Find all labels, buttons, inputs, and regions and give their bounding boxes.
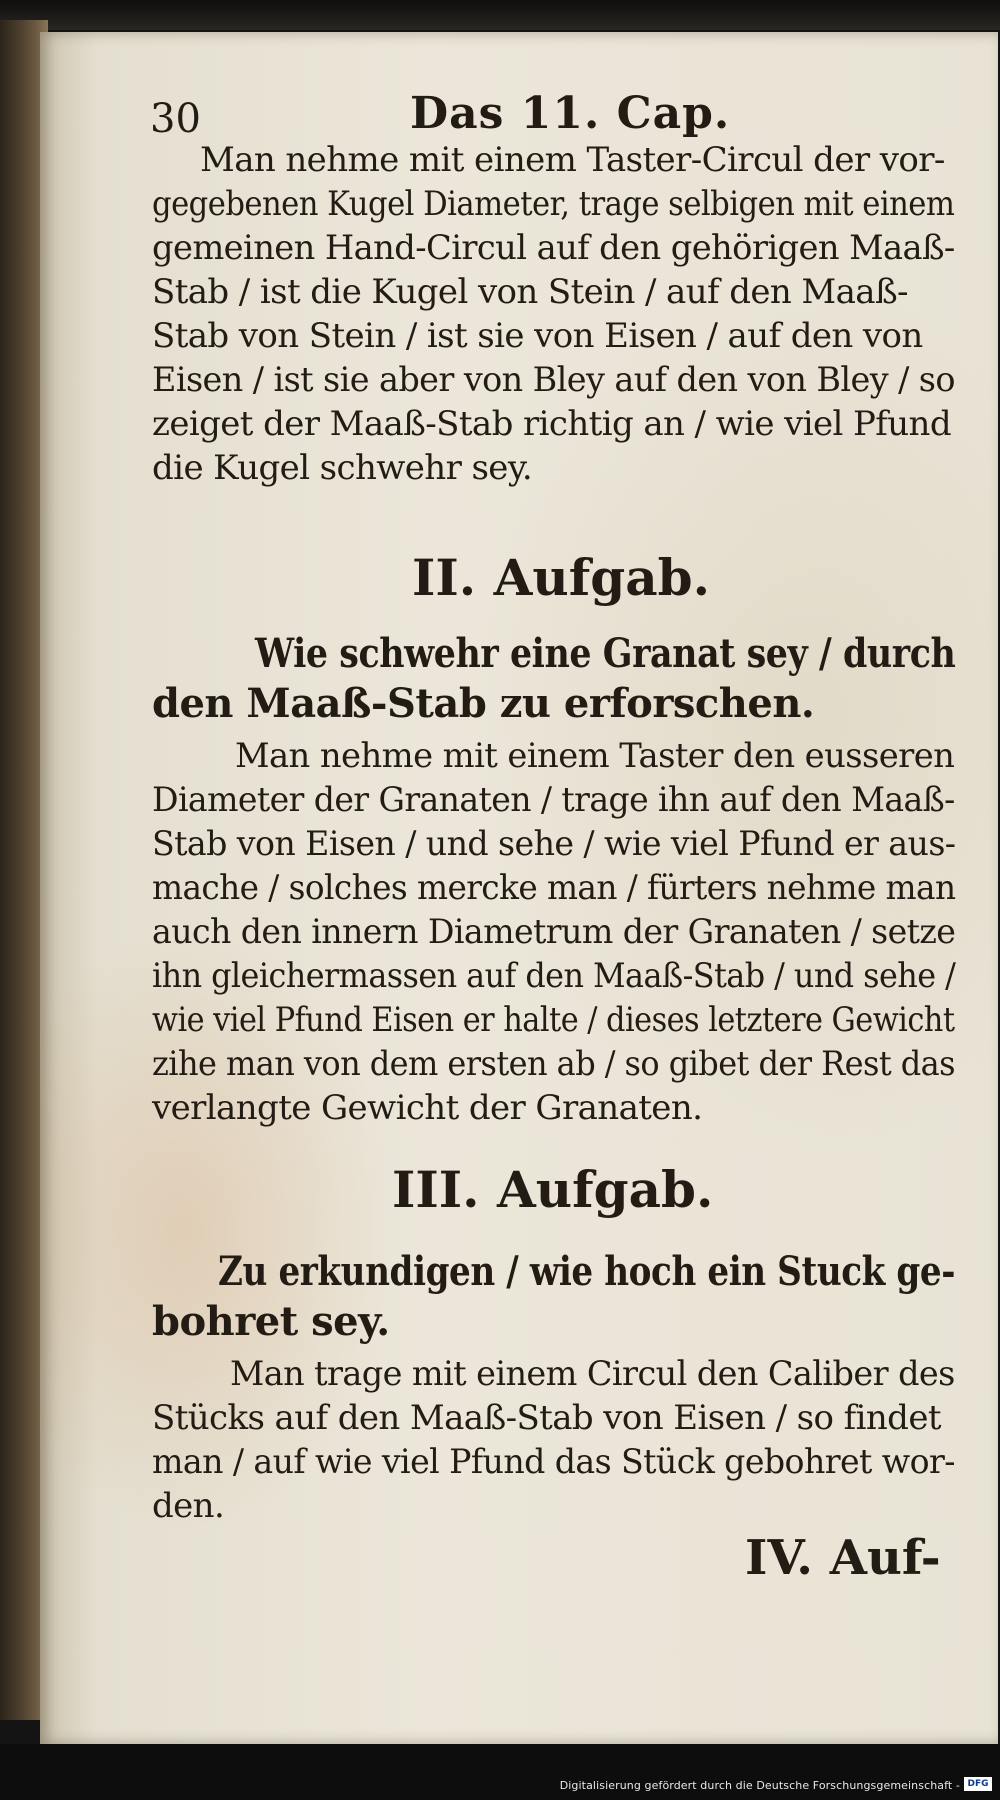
question-line: Zu erkundigen / wie hoch ein Stuck ge-: [218, 1248, 955, 1295]
page-number: 30: [150, 96, 201, 142]
text-line: zihe man von dem ersten ab / so gibet der Rest das: [152, 1044, 956, 1084]
text-line: verlangte Gewicht der Granaten.: [152, 1088, 703, 1128]
scan-top-edge: [0, 0, 1000, 30]
text-line: mache / solches mercke man / fürters nehme man: [152, 868, 956, 908]
text-line: Stücks auf den Maaß-Stab von Eisen / so findet: [152, 1398, 941, 1438]
question-line: Wie schwehr eine Granat sey / durch: [255, 630, 956, 677]
text-line: ihn gleichermassen auf den Maaß-Stab / und sehe /: [152, 956, 956, 996]
digitization-credit: Digitalisierung gefördert durch die Deutsche Forschungsgemeinschaft -: [559, 1779, 960, 1792]
section-heading: II. Aufgab.: [412, 548, 710, 607]
text-line: Man trage mit einem Circul den Caliber des: [230, 1354, 955, 1394]
text-line: man / auf wie viel Pfund das Stück gebohret wor-: [152, 1442, 955, 1482]
text-line: Stab von Eisen / und sehe / wie viel Pfund er aus-: [152, 824, 956, 864]
text-line: wie viel Pfund Eisen er halte / dieses letztere Gewicht: [152, 1000, 955, 1040]
text-line: gemeinen Hand-Circul auf den gehörigen Maaß-: [152, 228, 955, 268]
catchword: IV. Auf-: [745, 1530, 941, 1586]
text-line: Eisen / ist sie aber von Bley auf den von Bley / so: [152, 360, 955, 400]
text-line: auch den innern Diametrum der Granaten / setze: [152, 912, 956, 952]
text-line: Diameter der Granaten / trage ihn auf den Maaß-: [152, 780, 955, 820]
question-line: bohret sey.: [152, 1298, 390, 1345]
text-line: gegebenen Kugel Diameter, trage selbigen mit einem: [152, 184, 955, 224]
text-line: Stab / ist die Kugel von Stein / auf den Maaß-: [152, 272, 908, 312]
text-line: zeiget der Maaß-Stab richtig an / wie viel Pfund: [152, 404, 951, 444]
text-line: die Kugel schwehr sey.: [152, 448, 533, 488]
text-line: Man nehme mit einem Taster den eusseren: [235, 736, 955, 776]
section-heading: III. Aufgab.: [392, 1160, 714, 1219]
running-head: Das 11. Cap.: [410, 88, 731, 139]
text-line: den.: [152, 1486, 225, 1526]
dfg-logo: DFG: [964, 1777, 992, 1791]
text-line: Stab von Stein / ist sie von Eisen / auf den von: [152, 316, 923, 356]
text-line: Man nehme mit einem Taster-Circul der vor-: [200, 140, 945, 180]
question-line: den Maaß-Stab zu erforschen.: [152, 680, 815, 727]
